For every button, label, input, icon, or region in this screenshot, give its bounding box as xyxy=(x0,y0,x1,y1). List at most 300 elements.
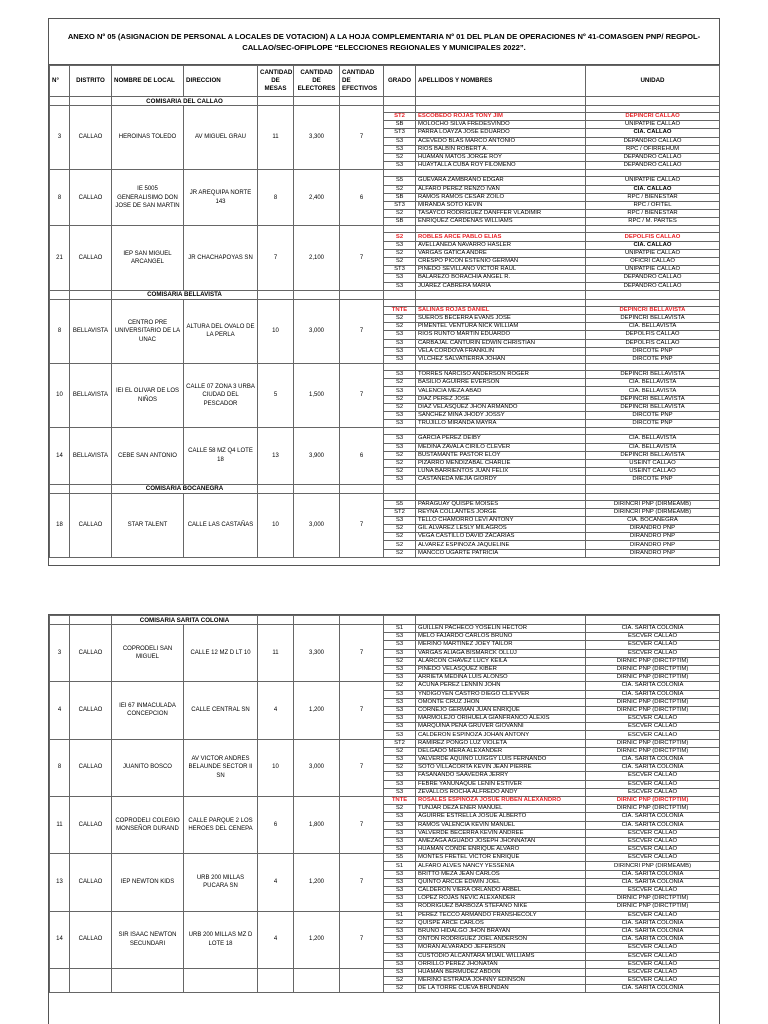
unit: ESCVER CALLAO xyxy=(586,846,720,854)
rank: S3 xyxy=(384,731,416,739)
address: AV MIGUEL GRAU xyxy=(184,106,258,170)
officer-name: MOLOCHO SILVA FREDESVINDO xyxy=(416,121,586,129)
unit: UNIPATPIE CALLAO xyxy=(586,249,720,257)
unit: RPC / OFITEL xyxy=(586,201,720,209)
rank: SB xyxy=(384,121,416,129)
unit: DEPANDRO CALLAO xyxy=(586,137,720,145)
unit: CIA. SARITA COLONIA xyxy=(586,682,720,690)
officer-name: ACEVEDO BLAS MARCO ANTONIO xyxy=(416,137,586,145)
table-row xyxy=(50,299,720,306)
voter-count: 1,200 xyxy=(294,911,340,968)
rank: S3 xyxy=(384,412,416,420)
address: AV VICTOR ANDRES BELAUNDE SECTOR II SN xyxy=(184,739,258,796)
unit: ESCVER CALLAO xyxy=(586,788,720,796)
address: CALLE CENTRAL SN xyxy=(184,682,258,739)
officer-name xyxy=(416,364,586,371)
venue-name: IE 5005 GENERALISIMO DON JOSE DE SAN MARTIN xyxy=(112,170,184,226)
unit: DIRCOTE PNP xyxy=(586,420,720,428)
officer-name: MERINO ESTRADA JOHNNY EDINSON xyxy=(416,977,586,985)
officer-name: CORNEJO GERMAN JUAN ENRIQUE xyxy=(416,706,586,714)
rank: SB xyxy=(384,193,416,201)
rank: TNTE xyxy=(384,306,416,314)
unit: ESCVER CALLAO xyxy=(586,633,720,641)
unit: DEPINCRI BELLAVISTA xyxy=(586,306,720,314)
officer-name: ZEVALLOS ROCHA ALFREDO ANDY xyxy=(416,788,586,796)
document-page-2 xyxy=(48,614,720,1024)
unit: DIRANDRO PNP xyxy=(586,541,720,549)
rank: S2 xyxy=(384,459,416,467)
unit: CIA. SARITA COLONIA xyxy=(586,878,720,886)
section-cell xyxy=(586,616,720,625)
section-cell xyxy=(384,290,416,299)
officer-name: TORRES NARCISO ANDERSON ROGER xyxy=(416,371,586,379)
unit: CIA. BELLAVISTA xyxy=(586,443,720,451)
unit: ESCVER CALLAO xyxy=(586,723,720,731)
voter-count: 1,800 xyxy=(294,796,340,853)
header-grado: GRADO xyxy=(384,66,416,97)
unit: DEPINCRI CALLAO xyxy=(586,113,720,121)
unit: UNIPATPIE CALLAO xyxy=(586,121,720,129)
rank: S2 xyxy=(384,468,416,476)
unit: CIA. SARITA COLONIA xyxy=(586,690,720,698)
section-row xyxy=(50,484,720,493)
rank: ST2 xyxy=(384,508,416,516)
district xyxy=(70,968,112,993)
officer-name: DIAZ PEREZ JOSE xyxy=(416,395,586,403)
section-cell xyxy=(340,616,384,625)
unit: DIRNIC PNP (DIRCTPTIM) xyxy=(586,805,720,813)
unit xyxy=(586,226,720,233)
officer-name: VELA CORDOVA FRANKLIN xyxy=(416,347,586,355)
officer-name: VEGA CASTILLO DAVID ZACARIAS xyxy=(416,533,586,541)
district: CALLAO xyxy=(70,739,112,796)
officer-name xyxy=(416,226,586,233)
row-number: 21 xyxy=(50,226,70,290)
rank: S1 xyxy=(384,862,416,870)
unit xyxy=(586,364,720,371)
rank: S3 xyxy=(384,476,416,484)
unit xyxy=(586,170,720,177)
officer-count: 7 xyxy=(340,364,384,428)
row-number: 3 xyxy=(50,106,70,170)
section-cell xyxy=(294,290,340,299)
rank: S2 xyxy=(384,747,416,755)
officer-name: RAMOS VALENCIA KEVIN MANUEL xyxy=(416,821,586,829)
venue-name: CENTRO PRE UNIVERSITARIO DE LA UNAC xyxy=(112,299,184,363)
header-direccion: DIRECCION xyxy=(184,66,258,97)
unit: ESCVER CALLAO xyxy=(586,641,720,649)
officer-name: SALINAS ROJAS DANIEL xyxy=(416,306,586,314)
rank: S3 xyxy=(384,829,416,837)
section-cell xyxy=(586,484,720,493)
officer-name: MELO FAJARDO CARLOS BRUNO xyxy=(416,633,586,641)
officer-name: LOPEZ ROJAS NEVIC ALEXANDER xyxy=(416,895,586,903)
officer-name: VALVERDE AQUINO LUIGGY LUIS FERNANDO xyxy=(416,756,586,764)
district: CALLAO xyxy=(70,796,112,853)
unit: CIA. BELLAVISTA xyxy=(586,379,720,387)
row-number: 8 xyxy=(50,739,70,796)
rank xyxy=(384,106,416,113)
officer-name: ESCOBEDO ROJAS TONY JIM xyxy=(416,113,586,121)
rank: S5 xyxy=(384,177,416,185)
section-cell xyxy=(50,290,70,299)
rank: ST3 xyxy=(384,266,416,274)
table-row xyxy=(50,796,720,804)
voter-count: 3,000 xyxy=(294,493,340,557)
officer-count: 7 xyxy=(340,226,384,290)
unit: UNIPATPIE CALLAO xyxy=(586,177,720,185)
unit: CIA. SARITA COLONIA xyxy=(586,764,720,772)
rank xyxy=(384,428,416,435)
section-cell xyxy=(294,484,340,493)
rank: S2 xyxy=(384,451,416,459)
address: JR CHACHAPOYAS SN xyxy=(184,226,258,290)
unit: CIA. BELLAVISTA xyxy=(586,387,720,395)
district: CALLAO xyxy=(70,682,112,739)
unit: DEPANDRO CALLAO xyxy=(586,153,720,161)
rank: S3 xyxy=(384,780,416,788)
section-cell xyxy=(258,484,294,493)
unit: USEINT CALLAO xyxy=(586,459,720,467)
unit: DIRNIC PNP (DIRCTPTIM) xyxy=(586,674,720,682)
rank: S2 xyxy=(384,977,416,985)
table-count: 7 xyxy=(258,226,294,290)
unit: DIRNIC PNP (DIRCTPTIM) xyxy=(586,895,720,903)
unit: RPC / OFIRREHUM xyxy=(586,145,720,153)
rank: S2 xyxy=(384,805,416,813)
officer-name: ACUÑA PEREZ LENNIN JOHN xyxy=(416,682,586,690)
header-n: N° xyxy=(50,66,70,97)
table-row xyxy=(50,226,720,233)
officer-name: PIMENTEL VENTURA NICK WILLIAM xyxy=(416,323,586,331)
unit: RPC / M. PARTES xyxy=(586,218,720,226)
page-gap xyxy=(0,566,768,614)
unit: CIA. SARITA COLONIA xyxy=(586,870,720,878)
unit xyxy=(586,299,720,306)
officer-name: ONTON RODRIGUEZ JOEL ANDERSON xyxy=(416,936,586,944)
section-cell xyxy=(416,290,586,299)
rank: S5 xyxy=(384,500,416,508)
officer-name: YNDIGOYEN CASTRO DIEGO CLEYVER xyxy=(416,690,586,698)
rank: S3 xyxy=(384,878,416,886)
rank: S2 xyxy=(384,764,416,772)
rank: S3 xyxy=(384,813,416,821)
unit: DIRCOTE PNP xyxy=(586,476,720,484)
unit: RPC / BIENESTAR xyxy=(586,193,720,201)
unit: DIRNIC PNP (DIRCTPTIM) xyxy=(586,747,720,755)
officer-name: ORRILLO PÉREZ JHONATAN xyxy=(416,960,586,968)
unit: CIA. SARITA COLONIA xyxy=(586,936,720,944)
table-count: 4 xyxy=(258,911,294,968)
rank: S3 xyxy=(384,145,416,153)
voter-count: 2,400 xyxy=(294,170,340,226)
officer-name: BUSTAMANTE PASTOR ELOY xyxy=(416,451,586,459)
voter-count: 3,000 xyxy=(294,299,340,363)
rank: S3 xyxy=(384,936,416,944)
unit: DEPANDRO CALLAO xyxy=(586,282,720,290)
officer-name: TUNJAR DEZA ENER MANUEL xyxy=(416,805,586,813)
rank: S3 xyxy=(384,665,416,673)
officer-count: 6 xyxy=(340,428,384,484)
rank: S3 xyxy=(384,435,416,443)
officer-name: JUAREZ CABRERA MARIA xyxy=(416,282,586,290)
table-row xyxy=(50,170,720,177)
officer-name: REYNA COLLANTES JORGE xyxy=(416,508,586,516)
unit: CIA. BELLAVISTA xyxy=(586,323,720,331)
rank: S3 xyxy=(384,690,416,698)
officer-name: DELGADO MERA ALEXANDER xyxy=(416,747,586,755)
officer-name: CRESPO PICON ESTENIO GERMAN xyxy=(416,258,586,266)
table-row xyxy=(50,854,720,862)
address: CALLE PARQUE 2 LOS HEROES DEL CENEPA xyxy=(184,796,258,853)
unit xyxy=(586,428,720,435)
rank xyxy=(384,364,416,371)
rank: ST3 xyxy=(384,129,416,137)
assignment-table-2 xyxy=(49,615,720,993)
rank: S2 xyxy=(384,314,416,322)
rank: S3 xyxy=(384,887,416,895)
unit: ESCVER CALLAO xyxy=(586,780,720,788)
table-count: 10 xyxy=(258,299,294,363)
rank: S1 xyxy=(384,911,416,919)
address: URB 200 MILLAS MZ D LOTE 18 xyxy=(184,911,258,968)
officer-name: GUEVARA ZAMBRANO EDGAR xyxy=(416,177,586,185)
rank: S3 xyxy=(384,241,416,249)
officer-name: ENRIQUEZ CARDENAS WILLIAMS xyxy=(416,218,586,226)
officer-name: HUAMAN BERMUDEZ ABDON xyxy=(416,968,586,976)
rank: S3 xyxy=(384,846,416,854)
rank: S2 xyxy=(384,403,416,411)
officer-name: FEBRE YANUNAQUE LENIN ESTIVER xyxy=(416,780,586,788)
row-number: 4 xyxy=(50,682,70,739)
row-number: 10 xyxy=(50,364,70,428)
venue-name: IEI EL OLIVAR DE LOS NIÑOS xyxy=(112,364,184,428)
officer-name: BASILIO AGUIRRE EVERSON xyxy=(416,379,586,387)
officer-name: CALDERON VIERA ORLANDO ARBEL xyxy=(416,887,586,895)
section-cell xyxy=(70,616,112,625)
unit: DEPINCRI BELLAVISTA xyxy=(586,314,720,322)
voter-count: 1,200 xyxy=(294,682,340,739)
unit: USEINT CALLAO xyxy=(586,468,720,476)
unit: DIRCOTE PNP xyxy=(586,412,720,420)
unit: CIA. BELLAVISTA xyxy=(586,435,720,443)
header-nombres: APELLIDOS Y NOMBRES xyxy=(416,66,586,97)
rank: S1 xyxy=(384,625,416,633)
section-cell xyxy=(50,616,70,625)
officer-name: ARRIETA MEDINA LUIS ALONSO xyxy=(416,674,586,682)
unit: CIA. BOCANEGRA xyxy=(586,516,720,524)
officer-name: BRITTO MEZA JEAN CARLOS xyxy=(416,870,586,878)
unit: ESCVER CALLAO xyxy=(586,944,720,952)
officer-name: VARGAS GATICA ANDRE xyxy=(416,249,586,257)
officer-name: CARBAJAL CANTURIN EDWIN CHRISTIAN xyxy=(416,339,586,347)
unit: CIA. CALLAO xyxy=(586,129,720,137)
address: CALLE 58 MZ Q4 LOTE 18 xyxy=(184,428,258,484)
officer-name: QUINTO ARCCE EDWIN JOEL xyxy=(416,878,586,886)
unit xyxy=(586,106,720,113)
rank: S3 xyxy=(384,137,416,145)
unit: UNIPATPIE CALLAO xyxy=(586,266,720,274)
rank: S3 xyxy=(384,633,416,641)
officer-name: BALAREZO BORACHIA ANGEL R. xyxy=(416,274,586,282)
unit: DIRCOTE PNP xyxy=(586,355,720,363)
unit: DEPANDRO CALLAO xyxy=(586,162,720,170)
unit: ESCVER CALLAO xyxy=(586,854,720,862)
officer-name: AMEZAGA AGUADO JOSEPH JHONNATAN xyxy=(416,837,586,845)
unit: DIRINCRI PNP (DIRMEAMB) xyxy=(586,508,720,516)
table-body-1 xyxy=(50,97,720,558)
officer-count xyxy=(340,968,384,993)
table-body-2 xyxy=(50,616,720,993)
rank: S3 xyxy=(384,420,416,428)
section-cell xyxy=(258,97,294,106)
unit: ESCVER CALLAO xyxy=(586,977,720,985)
rank: S3 xyxy=(384,355,416,363)
officer-name: ALVAREZ ESPINOZA JAQUELINE xyxy=(416,541,586,549)
officer-name: VALENCIA MEZA ABAD xyxy=(416,387,586,395)
table-count: 10 xyxy=(258,493,294,557)
officer-count: 7 xyxy=(340,493,384,557)
section-cell xyxy=(384,97,416,106)
unit: DIRNIC PNP (DIRCTPTIM) xyxy=(586,739,720,747)
voter-count: 3,300 xyxy=(294,625,340,682)
officer-name: GARCIA PEREZ DEIBY xyxy=(416,435,586,443)
unit: DIRINCRI PNP (DIRMEAMB) xyxy=(586,500,720,508)
unit: DIRCOTE PNP xyxy=(586,347,720,355)
rank: S3 xyxy=(384,772,416,780)
rank: S3 xyxy=(384,895,416,903)
table-count: 8 xyxy=(258,170,294,226)
officer-name: TRUJILLO MIRANDA MAYRA xyxy=(416,420,586,428)
table-header-row xyxy=(50,66,720,97)
officer-name xyxy=(416,493,586,500)
officer-count: 7 xyxy=(340,796,384,853)
section-cell xyxy=(70,290,112,299)
header-efectivos: CANTIDAD DE EFECTIVOS xyxy=(340,66,384,97)
rank xyxy=(384,226,416,233)
rank xyxy=(384,170,416,177)
rank: S3 xyxy=(384,821,416,829)
unit: DEPOLFIS CALLAO xyxy=(586,233,720,241)
officer-name: DE LA TORRE CUEVA BRUNDAN xyxy=(416,985,586,993)
document-page-1 xyxy=(48,18,720,566)
table-row xyxy=(50,364,720,371)
officer-name: HUAYTALLA CUBA ROY FILOMENO xyxy=(416,162,586,170)
unit: ESCVER CALLAO xyxy=(586,715,720,723)
district: BELLAVISTA xyxy=(70,299,112,363)
rank: S3 xyxy=(384,274,416,282)
header-unidad: UNIDAD xyxy=(586,66,720,97)
unit: DEPOLFIS CALLAO xyxy=(586,331,720,339)
district: BELLAVISTA xyxy=(70,364,112,428)
table-count: 4 xyxy=(258,854,294,911)
section-cell xyxy=(70,97,112,106)
rank: S2 xyxy=(384,533,416,541)
section-row xyxy=(50,616,720,625)
row-number: 8 xyxy=(50,170,70,226)
row-number: 13 xyxy=(50,854,70,911)
officer-name: RIOS RUNTO MARTIN EDUARDO xyxy=(416,331,586,339)
table-count: 4 xyxy=(258,682,294,739)
section-cell xyxy=(50,97,70,106)
table-row xyxy=(50,106,720,113)
unit: DEPANDRO CALLAO xyxy=(586,274,720,282)
unit: DIRNIC PNP (DIRCTPTIM) xyxy=(586,706,720,714)
document-title: ANEXO Nº 05 (ASIGNACION DE PERSONAL A LOCALES DE VOTACION) A LA HOJA COMPLEMENTARIA Nº 01 DEL PLAN DE OPERACIONES Nº 41-COMASGEN PNP/ REGPOL-CALLAO/SEC-OFIPLOPE “ELECCIONES REGIONALES Y MUNICIPALES 2022”. xyxy=(49,19,719,65)
rank: S3 xyxy=(384,347,416,355)
table-count: 6 xyxy=(258,796,294,853)
unit: DEPOLFIS CALLAO xyxy=(586,339,720,347)
table-count xyxy=(258,968,294,993)
officer-name: PEREZ TECCO ARMANDO FRANSHECOLY xyxy=(416,911,586,919)
section-cell xyxy=(294,97,340,106)
section-cell xyxy=(416,97,586,106)
row-number: 14 xyxy=(50,911,70,968)
rank: S2 xyxy=(384,258,416,266)
table-row xyxy=(50,911,720,919)
officer-name: CASTAÑEDA MEJIA GIORDY xyxy=(416,476,586,484)
unit: OFICRI CALLAO xyxy=(586,258,720,266)
table-row xyxy=(50,493,720,500)
rank: S3 xyxy=(384,788,416,796)
rank: S2 xyxy=(384,210,416,218)
section-cell xyxy=(384,616,416,625)
rank: S5 xyxy=(384,854,416,862)
rank: S2 xyxy=(384,185,416,193)
rank: S3 xyxy=(384,944,416,952)
row-number: 14 xyxy=(50,428,70,484)
unit: DEPINCRI BELLAVISTA xyxy=(586,395,720,403)
unit: DIRANDRO PNP xyxy=(586,549,720,557)
officer-name: GIL ALVAREZ LESLY MILAGROS xyxy=(416,525,586,533)
unit: DIRANDRO PNP xyxy=(586,533,720,541)
rank: S2 xyxy=(384,379,416,387)
officer-name: AGUIRRE ESTRELLA JOSUE ALBERTO xyxy=(416,813,586,821)
unit: CIA. CALLAO xyxy=(586,241,720,249)
unit: DIRNIC PNP (DIRCTPTIM) xyxy=(586,657,720,665)
officer-name: SUEROS BECERRA EVANS JOSE xyxy=(416,314,586,322)
district: CALLAO xyxy=(70,170,112,226)
officer-name: TELLO CHAMORRO LEVI ANTONY xyxy=(416,516,586,524)
officer-name: HUAMAN CONDE ENRIQUE ALVARO xyxy=(416,846,586,854)
officer-name: VILCHEZ SALVATIERRA JOHAN xyxy=(416,355,586,363)
officer-name: PINEDO VELASQUEZ KIBER xyxy=(416,665,586,673)
unit: DIRNIC PNP (DIRCTPTIM) xyxy=(586,698,720,706)
section-cell xyxy=(586,290,720,299)
table-count: 10 xyxy=(258,739,294,796)
row-number: 3 xyxy=(50,625,70,682)
rank: S2 xyxy=(384,541,416,549)
unit: ESCVER CALLAO xyxy=(586,887,720,895)
officer-count: 7 xyxy=(340,682,384,739)
rank: S2 xyxy=(384,153,416,161)
venue-name: JUANITO BOSCO xyxy=(112,739,184,796)
officer-name: RODRIGUEZ BARBOZA STEFANO NIKE xyxy=(416,903,586,911)
venue-name: IEP NEWTON KIDS xyxy=(112,854,184,911)
unit: DIRNIC PNP (DIRCTPTIM) xyxy=(586,903,720,911)
voter-count: 1,500 xyxy=(294,364,340,428)
district: CALLAO xyxy=(70,911,112,968)
unit: CIA. SARITA COLONIA xyxy=(586,821,720,829)
row-number: 8 xyxy=(50,299,70,363)
rank: S2 xyxy=(384,919,416,927)
table-row xyxy=(50,739,720,747)
unit: ESCVER CALLAO xyxy=(586,960,720,968)
unit: RPC / BIENESTAR xyxy=(586,210,720,218)
officer-name: RAMIREZ PONGO LUZ VIOLETA xyxy=(416,739,586,747)
section-title: COMISARIA BOCANEGRA xyxy=(112,484,258,493)
section-row xyxy=(50,290,720,299)
